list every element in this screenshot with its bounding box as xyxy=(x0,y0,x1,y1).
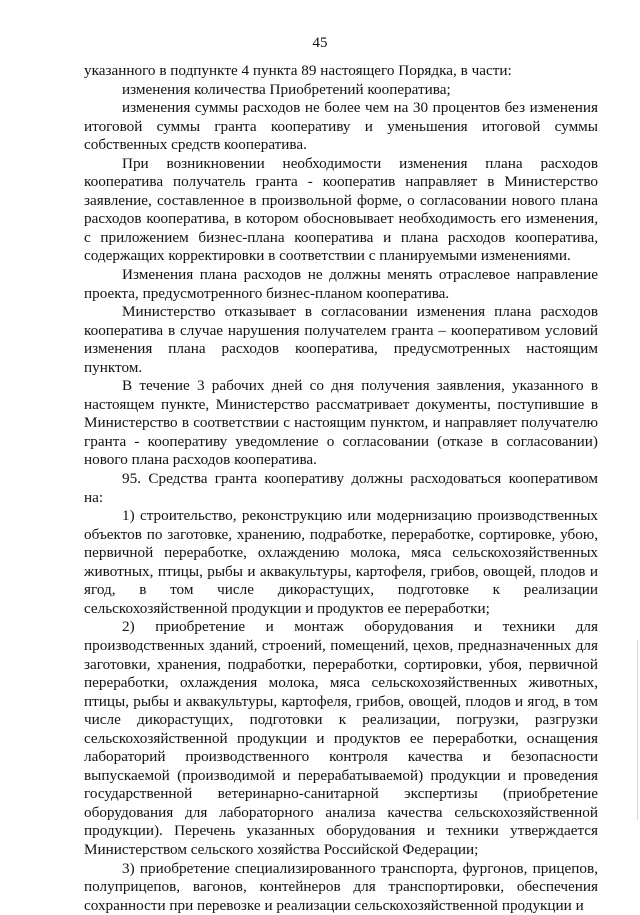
paragraph-quantity-change: изменения количества Приобретений кооператива; xyxy=(122,80,451,98)
paragraph-refusal: Министерство отказывает в согласовании изменения плана расходов кооператива в случае нарушения получателем гранта – кооперативом условий изменения плана расходов кооператива, предусмотренных настоящим пунктом. xyxy=(84,303,598,376)
paragraph-intro: указанного в подпункте 4 пункта 89 настоящего Порядка, в части: xyxy=(84,62,512,79)
paragraph-review-period: В течение 3 рабочих дней со дня получения заявления, указанного в настоящем пункте, Министерство рассматривает документы, поступившие в Министерство в соответствии с настоящим пунктом, и направляет получателю гранта - кооперативу уведомление о согласовании (отказе в согласовании) нового плана расходов кооператива. xyxy=(84,377,598,469)
document-body xyxy=(84,62,598,915)
paragraph-sector-restriction: Изменения плана расходов не должны менять отраслевое направление проекта, предусмотренного бизнес-планом кооператива. xyxy=(84,266,598,302)
list-item-2-equipment: 2) приобретение и монтаж оборудования и техники для производственных зданий, строений, помещений, цехов, предназначенных для заготовки, хранения, подработки, переработки, сортировки, убоя, первичной переработки, охлаждения молока, мяса сельскохозяйственных животных, птицы, рыбы и аквакультуры, картофеля, грибов, овощей, плодов и ягод, в том числе дикорастущих, подготовки к реализации, погрузки, разгрузки сельскохозяйственной продукции и продуктов ее переработки, оснащения лабораторий производственного контроля качества и безопасности выпускаемой (производимой и перерабатываемой) продукции и проведения государственной ветеринарно-санитарной экспертизы (приобретение оборудования для лабораторного анализа качества сельскохозяйственной продукции). Перечень указанных оборудования и техники утверждается Министерством сельского хозяйства Российской Федерации; xyxy=(84,618,598,858)
list-item-3-transport: 3) приобретение специализированного транспорта, фургонов, прицепов, полуприцепов, вагонов, контейнеров для транспортировки, обеспечения сохранности при перевозке и реализации сельскохозяйственной продукции и xyxy=(84,859,598,914)
paragraph-plan-change-procedure: При возникновении необходимости изменения плана расходов кооператива получатель гранта - кооператив направляет в Министерство заявление, составленное в произвольной форме, о согласовании нового плана расходов кооператива, в котором обосновывает необходимость его изменения, с приложением бизнес-плана кооператива и плана расходов кооператива, содержащих корректировки в соответствии с планируемыми изменениями. xyxy=(84,154,598,265)
paragraph-section-95: 95. Средства гранта кооперативу должны расходоваться кооперативом на: xyxy=(84,470,598,506)
page-number: 45 xyxy=(312,35,328,51)
list-item-1-construction: 1) строительство, реконструкцию или модернизацию производственных объектов по заготовке, хранению, подработке, переработке, сортировке, убою, первичной переработке, охлаждению молока, мяса сельскохозяйственных животных, птицы, рыбы и аквакультуры, картофеля, грибов, овощей, плодов и ягод, в том числе дикорастущих, подготовке к реализации сельскохозяйственной продукции и продуктов ее переработки; xyxy=(84,507,598,617)
paragraph-cost-change: изменения суммы расходов не более чем на 30 процентов без изменения итоговой суммы гранта кооперативу и уменьшения итоговой суммы собственных средств кооператива. xyxy=(84,99,598,154)
scan-edge-mark xyxy=(637,640,638,820)
